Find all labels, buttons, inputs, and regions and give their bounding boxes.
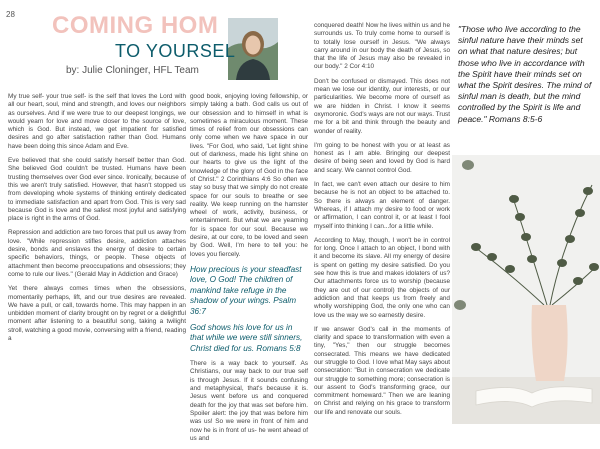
author-photo-icon (228, 18, 278, 80)
article-column-1 (8, 93, 186, 349)
paragraph: conquered death! Now he lives within us and he surrounds us. To truly come home to ourself is to totally lose ourself in Jesus. "We always carry around in our body the death of Jesus, so that the life of Jesus may also be revealed in our body." 2 Cor 4:10 (314, 22, 450, 71)
article-column-2 (190, 93, 308, 449)
author-photo-svg (228, 18, 278, 80)
paragraph: Eve believed that she could satisfy herself better than God. She believed God couldn't be trusted. Humans have been trusting themselves over God ever since. Ironically, because of this we aren't truly satisfied. However, that hasn't stopped us from developing whole systems of thinking entirely dedicated to immediate satisfaction and apart from God. This is very sad because God is love and the safest most joyful and satisfying place is right in the arms of God. (8, 157, 186, 223)
vase (532, 305, 568, 381)
paragraph: good book, enjoying loving fellowship, or simply taking a bath. God calls us out of our obsession and to himself in what is sometimes a miraculous moment. These times of relief from our obsessions can only come when we have space in our lives. "For God, who said, 'Let light shine out of darkness, made his light shine on our hearts to give us the light of the knowledge of the glory of God in the face of Christ." 2 Corinthians 4:6 So often we stay so busy that we simply do not create space for our souls to breathe or see reality. We keep running on the hamster wheel of work, activity, business, or entertainment. But what we are yearning for is space for our soul. Because we desire, at our core, to be loved and seen by God. Well, I'm here to tell you: he loves you fiercely. (190, 93, 308, 258)
decor-photo-svg (452, 155, 600, 424)
vase-with-eucalyptus-and-book-icon (452, 155, 600, 424)
paragraph: My true self- your true self- is the self that loves the Lord with all our heart, soul, mind and strength, and loves our neighbors as ourselves. And if we were true to our deepest longings, we would yearn for love and move closer to the source of love, which is God. But instead, we get impatient for satisfied desires and go after satisfaction rather than God. Humans have been doing this since Adam and Eve. (8, 93, 186, 150)
paragraph: There is a way back to yourself. As Christians, our way back to our true self is through Jesus. If it sounds confusing and metaphysical, that's because it is. Jesus went before us and conquered death for the joy that was set before him. Spoiler alert: the joy that was before him was us! So we were in front of him and now he is in front of us- he went ahead of us and (190, 360, 308, 442)
paragraph: According to May, though, I won't be in control for long. Once I attach to an object, I bond with it and become its slave. All my energy of desire is spent on getting my desire satisfied. Do you see how this is true and makes idolaters of us? Our attachments force us to worship (because they are out of our control) the objects of our addiction and that keeps us from freely and wholly worshipping God, the only one who can love us the way we so earnestly desire. (314, 236, 450, 319)
title-line-2: TO YOURSEL (115, 41, 236, 61)
page-number: 28 (6, 10, 15, 19)
paragraph: I'm going to be honest with you or at least as honest as I am able. Bringing our deepest desire of being seen and loved by God is hard and scary. We cannot control God. (314, 141, 450, 174)
paragraph: Don't be confused or dismayed. This does not mean we lose our identity, our interests, or our particularities. We become more of ourself as we are hidden in Christ. I know it seems oxymoronic. God's ways are not our ways. Trust me for a bit and think through the beauty and wonder of reality. (314, 77, 450, 135)
paragraph: Repression and addiction are two forces that pull us away from love. "While repression stifles desire, addiction attaches desire, bonds and enslaves the energy of desire to certain specific behaviors, things, or people. These objects of attachment then become preoccupations and obsessions; they come to rule our lives." (Gerald May in Addiction and Grace) (8, 229, 186, 278)
paragraph: If we answer God's call in the moments of clarity and space to transformation with even a tiny, "Yes," then our struggle becomes consecrated. This means we have dedicated our struggle to God. I love what May says about consecration: "But in consecration we dedicate our struggle to something more; consecration is our assent to God's transforming grace, our commitment homeward." Then we are leaning on Christ and relying on his grace to transform our life and renovate our souls. (314, 325, 450, 416)
title-line-1: COMING HOM (52, 12, 219, 39)
sidebar-scripture-quote: "Those who live according to the sinful nature have their minds set on what that nature desires; but those who live in accordance with the Spirit have their minds set on what the Spirit desires. The mind of sinful man is death, but the mind controlled by the Spirit is life and peace." Romans 8:5-6 (458, 24, 592, 124)
scripture-pull-quote: God shows his love for us in that while we were still sinners, Christ died for us. Romans 5:8 (190, 322, 303, 353)
photo-face (246, 36, 261, 55)
paragraph: In fact, we can't even attach our desire to him because he is not an object to be attached to. So there is always an element of danger. Whereas, if I attach my desire to food or work or affirmation, I can control it, or at least I fool myself into thinking I can...for a little while. (314, 181, 450, 230)
paragraph: Yet there always comes times when the obsessions, momentarily perhaps, lift, and our true desires are revealed. We have a pull, or call, towards home. This may happen in an unbidden moment of clarity brought on by regret or a delightful moment after listening to a beautiful song, taking a twilight stroll, watching a good movie, conversing with a friend, reading a (8, 285, 186, 343)
byline: by: Julie Cloninger, HFL Team (66, 65, 199, 76)
article-column-3 (314, 22, 450, 423)
scripture-pull-quote: How precious is your steadfast love, O God! The children of mankind take refuge in the shadow of your wings. Psalm 36:7 (190, 264, 302, 316)
